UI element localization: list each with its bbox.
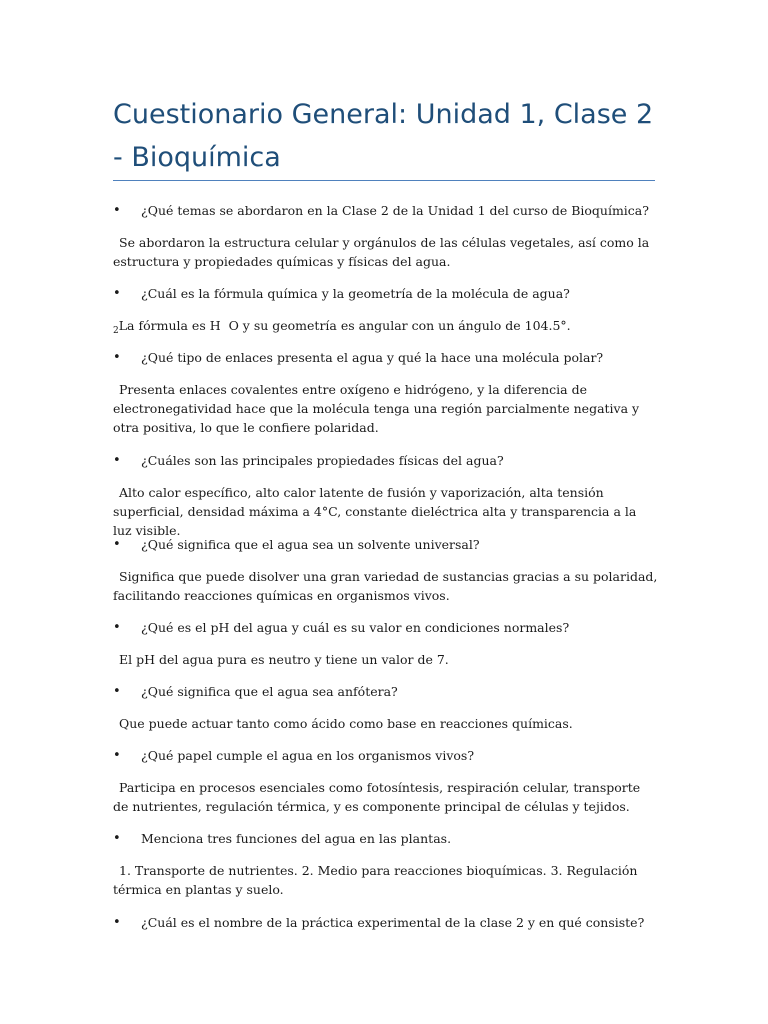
bullet-icon: • (113, 453, 121, 468)
answer-text: Que puede actuar tanto como ácido como base en reacciones químicas. (119, 716, 573, 731)
answer-text: Significa que puede disolver una gran variedad de sustancias gracias a su polaridad, facilitando reacciones químicas en organismos vivos. (113, 569, 658, 603)
document-title: Cuestionario General: Unidad 1, Clase 2 - Bioquímica (113, 99, 654, 173)
bullet-icon: • (113, 286, 121, 301)
bullet-icon: • (113, 350, 121, 365)
bullet-icon: • (113, 537, 121, 552)
bullet-icon: • (113, 748, 121, 763)
answer-text-part: O y su geometría es angular con un ángulo de 104.5°. (228, 318, 571, 333)
answer-text-part: La fórmula es H (118, 318, 221, 333)
bullet-icon: • (113, 831, 121, 846)
answer-text (113, 316, 658, 338)
answer-text: Se abordaron la estructura celular y orgánulos de las células vegetales, así como la estructura y propiedades químicas y físicas del agua. (113, 235, 650, 269)
answer-text: Participa en procesos esenciales como fotosíntesis, respiración celular, transporte de nutrientes, regulación térmica, y es componente principal de células y tejidos. (113, 780, 641, 814)
question-text: ¿Qué papel cumple el agua en los organismos vivos? (141, 748, 475, 763)
question-text: ¿Cuál es la fórmula química y la geometría de la molécula de agua? (141, 286, 570, 301)
bullet-icon: • (113, 684, 121, 699)
answer-text: Alto calor específico, alto calor latente de fusión y vaporización, alta tensión superficial, densidad máxima a 4°C, constante dieléctrica alta y transparencia a la luz visible. (113, 485, 637, 538)
subscript-marker: 2 (113, 326, 119, 336)
question-text: ¿Qué tipo de enlaces presenta el agua y qué la hace una molécula polar? (141, 350, 604, 365)
bullet-icon: • (113, 915, 121, 930)
question-text: ¿Cuál es el nombre de la práctica experimental de la clase 2 y en qué consiste? (141, 915, 645, 930)
question-text: ¿Cuáles son las principales propiedades físicas del agua? (141, 453, 504, 468)
bullet-icon: • (113, 620, 121, 635)
question-text: ¿Qué significa que el agua sea anfótera? (141, 684, 398, 699)
question-text: ¿Qué es el pH del agua y cuál es su valor en condiciones normales? (141, 620, 570, 635)
question-text: ¿Qué temas se abordaron en la Clase 2 de la Unidad 1 del curso de Bioquímica? (141, 203, 649, 218)
answer-text: El pH del agua pura es neutro y tiene un valor de 7. (119, 652, 449, 667)
bullet-icon: • (113, 203, 121, 218)
question-text: Menciona tres funciones del agua en las plantas. (141, 831, 452, 846)
question-text: ¿Qué significa que el agua sea un solvente universal? (141, 537, 480, 552)
answer-text: 1. Transporte de nutrientes. 2. Medio para reacciones bioquímicas. 3. Regulación térmica en plantas y suelo. (113, 863, 638, 897)
answer-text: Presenta enlaces covalentes entre oxígeno e hidrógeno, y la diferencia de electronegatividad hace que la molécula tenga una región parcialmente negativa y otra positiva, lo que le confiere polaridad. (113, 382, 640, 435)
title-divider (113, 180, 655, 181)
